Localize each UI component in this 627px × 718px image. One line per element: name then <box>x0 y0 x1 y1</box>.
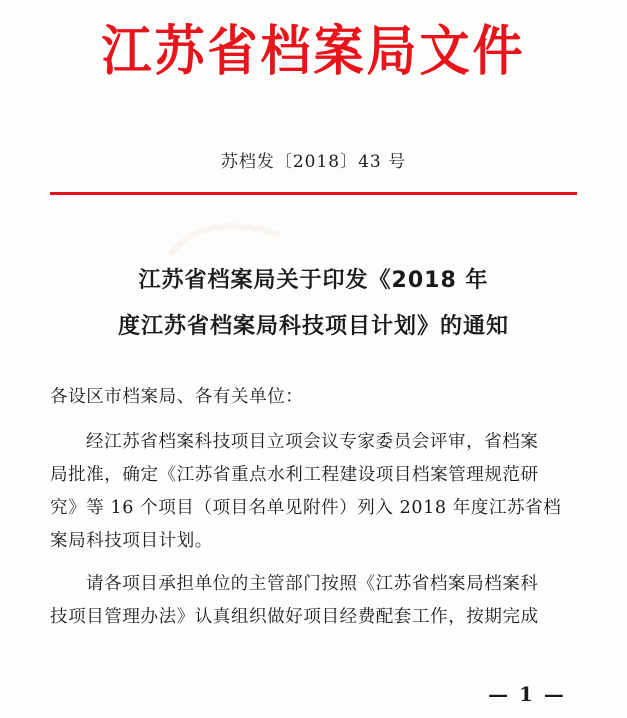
title-line-1: 江苏省档案局关于印发《2018 年 <box>138 268 489 293</box>
document-header: 江苏省档案局文件 <box>101 18 526 83</box>
red-divider-line <box>50 192 577 195</box>
title-line-2: 度江苏省档案局科技项目计划》的通知 <box>117 314 509 339</box>
page-number: — 1 — <box>488 682 566 706</box>
faint-seal-trace <box>165 205 285 265</box>
paragraph-1-line-1: 经江苏省档案科技项目立项会议专家委员会评审，省档案 <box>86 432 539 452</box>
paragraph-1-line-3: 究》等 16 个项目（项目名单见附件）列入 2018 年度江苏省档 <box>50 498 562 518</box>
paragraph-1-line-2: 局批准，确定《江苏省重点水利工程建设项目档案管理规范研 <box>50 465 539 485</box>
paragraph-2-line-2: 技项目管理办法》认真组织做好项目经费配套工作，按期完成 <box>50 607 539 627</box>
paragraph-1-line-4: 案局科技项目计划。 <box>50 531 213 551</box>
salutation: 各设区市档案局、各有关单位： <box>50 387 304 407</box>
document-number: 苏档发〔2018〕43 号 <box>220 152 407 172</box>
paragraph-2-line-1: 请各项目承担单位的主管部门按照《江苏省档案局档案科 <box>86 574 539 594</box>
